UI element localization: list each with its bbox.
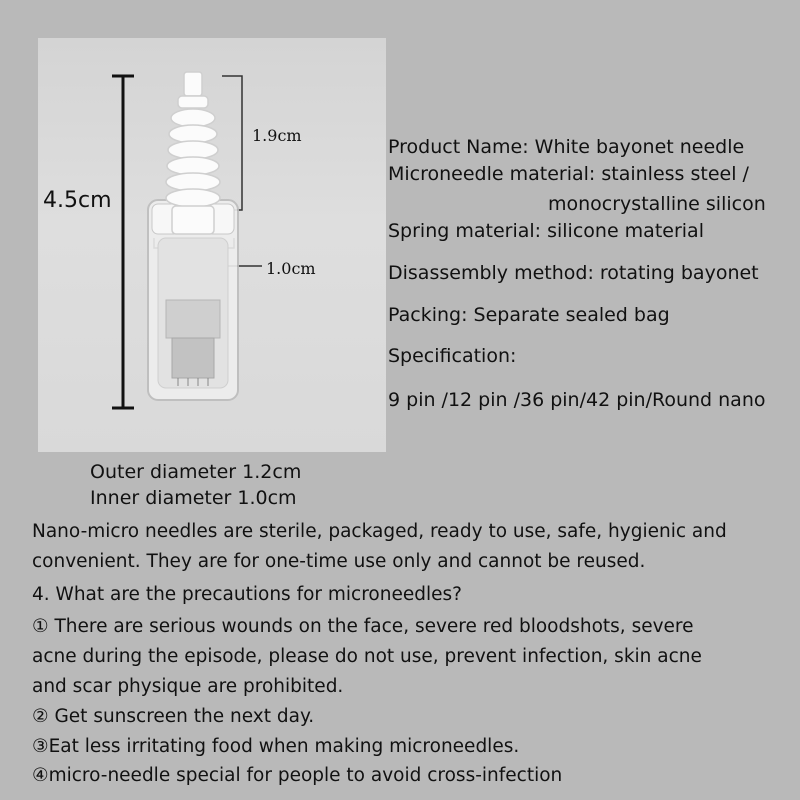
- total-height-label: 4.5cm: [43, 188, 112, 213]
- precaution-item-1-line-2: acne during the episode, please do not use, prevent infection, skin acne: [32, 646, 702, 667]
- precaution-item-1-line-3: and scar physique are prohibited.: [32, 676, 344, 697]
- precaution-item-4: ④micro-needle special for people to avoid cross-infection: [32, 765, 563, 786]
- needle-cartridge-illustration: [38, 38, 386, 452]
- precaution-item-2: ② Get sunscreen the next day.: [32, 706, 315, 727]
- intro-line-2: convenient. They are for one-time use only and cannot be reused.: [32, 551, 646, 572]
- intro-line-1: Nano-micro needles are sterile, packaged, ready to use, safe, hygienic and: [32, 521, 727, 542]
- spec-microneedle-material-cont: monocrystalline silicon: [548, 193, 766, 215]
- precaution-item-1-line-1: ① There are serious wounds on the face, severe red bloodshots, severe: [32, 616, 694, 637]
- spec-product-name: Product Name: White bayonet needle: [388, 136, 745, 158]
- total-height-dimension-line: [112, 76, 134, 408]
- precautions-question: 4. What are the precautions for microneedles?: [32, 584, 462, 605]
- product-photo: [38, 38, 386, 452]
- spec-spring-material: Spring material: silicone material: [388, 220, 704, 242]
- precaution-item-3: ③Eat less irritating food when making microneedles.: [32, 736, 520, 757]
- spec-microneedle-material: Microneedle material: stainless steel /: [388, 163, 749, 185]
- spec-specification-label: Specification:: [388, 345, 517, 367]
- spec-specification-values: 9 pin /12 pin /36 pin/42 pin/Round nano: [388, 389, 766, 411]
- spec-packing: Packing: Separate sealed bag: [388, 304, 670, 326]
- outer-diameter-caption: Outer diameter 1.2cm: [90, 461, 302, 483]
- silicone-spring: [166, 72, 220, 234]
- spring-length-label: 1.9cm: [252, 126, 302, 145]
- spec-disassembly: Disassembly method: rotating bayonet: [388, 262, 759, 284]
- inner-diameter-caption: Inner diameter 1.0cm: [90, 487, 297, 509]
- spring-dimension-bracket: [222, 76, 242, 210]
- inner-diameter-dimension-label: 1.0cm: [266, 259, 316, 278]
